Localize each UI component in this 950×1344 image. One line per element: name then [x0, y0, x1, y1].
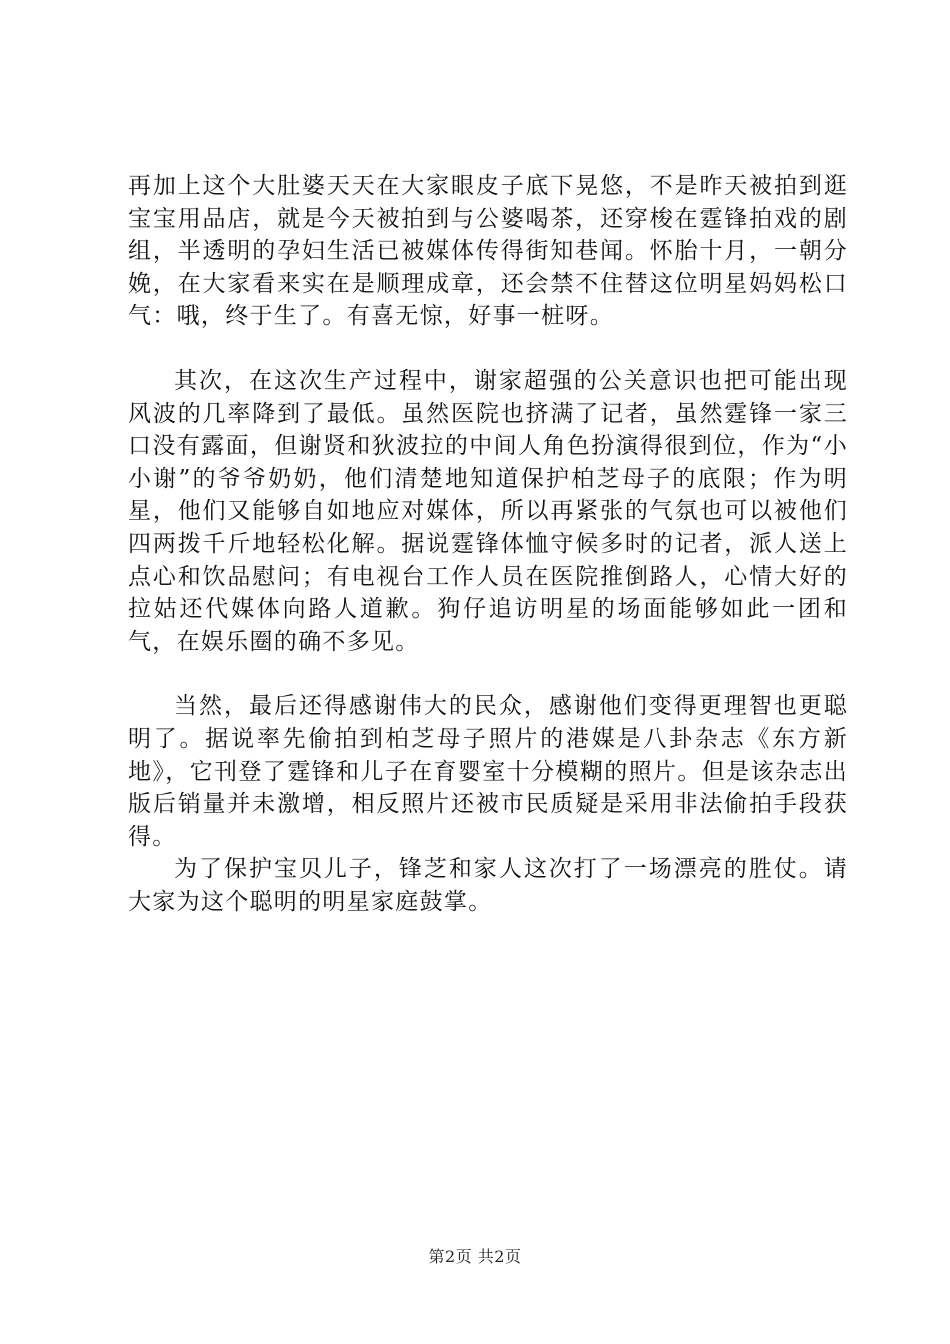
paragraph-4: 为了保护宝贝儿子，锋芝和家人这次打了一场漂亮的胜仗。请大家为这个聪明的明星家庭鼓掌。 [128, 856, 848, 915]
paragraph-3: 当然，最后还得感谢伟大的民众，感谢他们变得更理智也更聪明了。据说率先偷拍到柏芝母子照片的港媒是八卦杂志《东方新地》，它刊登了霆锋和儿子在育婴室十分模糊的照片。但是该杂志出版后销量并未激增，相反照片还被市民质疑是采用非法偷拍手段获得。 [128, 693, 848, 850]
page-number-footer: 第2页 共2页 [428, 1247, 522, 1266]
paragraph-2: 其次，在这次生产过程中，谢家超强的公关意识也把可能出现风波的几率降到了最低。虽然医院也挤满了记者，虽然霆锋一家三口没有露面，但谢贤和狄波拉的中间人角色扮演得很到位，作为“小小谢”的爷爷奶奶，他们清楚地知道保护柏芝母子的底限；作为明星，他们又能够自如地应对媒体，所以再紧张的气氛也可以被他们四两拨千斤地轻松化解。据说霆锋体恤守候多时的记者，派人送上点心和饮品慰问；有电视台工作人员在医院推倒路人，心情大好的拉姑还代媒体向路人道歉。狗仔追访明星的场面能够如此一团和气，在娱乐圈的确不多见。 [128, 367, 848, 655]
document-body [128, 170, 848, 918]
paragraph-1: 再加上这个大肚婆天天在大家眼皮子底下晃悠，不是昨天被拍到逛宝宝用品店，就是今天被拍到与公婆喝茶，还穿梭在霆锋拍戏的剧组，半透明的孕妇生活已被媒体传得街知巷闻。怀胎十月，一朝分娩，在大家看来实在是顺理成章，还会禁不住替这位明星妈妈松口气：哦，终于生了。有喜无惊，好事一桩呀。 [128, 173, 848, 330]
